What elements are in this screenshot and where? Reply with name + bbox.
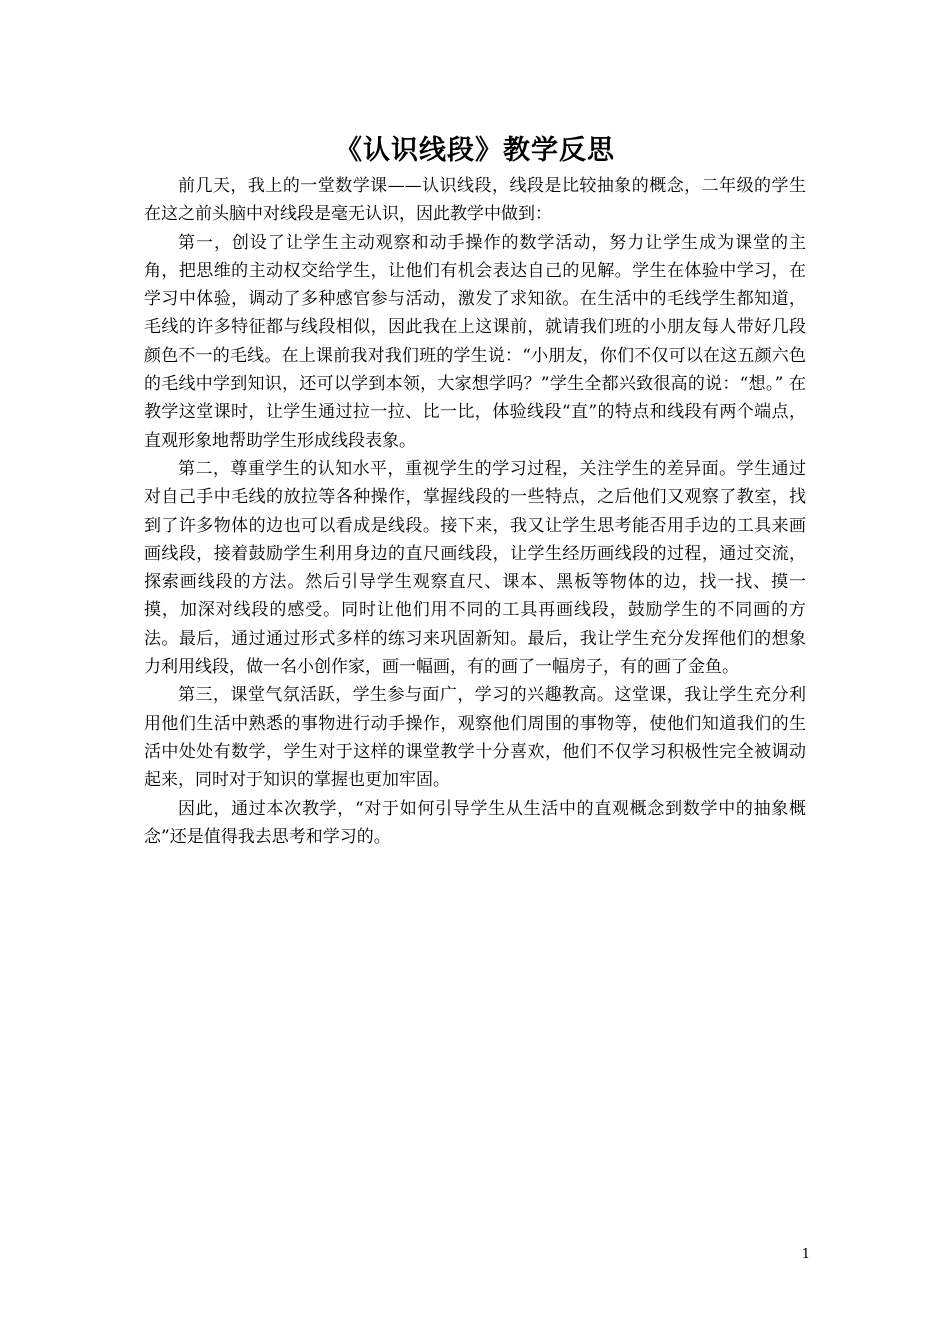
paragraph-conclusion: 因此，通过本次教学，“对于如何引导学生从生活中的直观概念到数学中的抽象概念”还是值得我去思考和学习的。 <box>144 798 806 847</box>
paragraph-intro: 前几天，我上的一堂数学课——认识线段，线段是比较抽象的概念，二年级的学生在这之前头脑中对线段是毫无认识，因此教学中做到： <box>144 176 806 225</box>
document-title: 《认识线段》教学反思 <box>335 135 615 166</box>
paragraph-first-point: 第一，创设了让学生主动观察和动手操作的数学活动，努力让学生成为课堂的主角，把思维的主动权交给学生，让他们有机会表达自己的见解。学生在体验中学习，在学习中体验，调动了多种感官参与活动，激发了求知欲。在生活中的毛线学生都知道，毛线的许多特征都与线段相似，因此我在上这课前，就请我们班的小朋友每人带好几段颜色不一的毛线。在上课前我对我们班的学生说：“小朋友，你们不仅可以在这五颜六色的毛线中学到知识，还可以学到本领，大家想学吗？”学生全都兴致很高的说：“想。” 在教学这堂课时，让学生通过拉一拉、比一比，体验线段“直”的特点和线段有两个端点，直观形象地帮助学生形成线段表象。 <box>144 232 806 451</box>
paragraph-second-point: 第二，尊重学生的认知水平，重视学生的学习过程，关注学生的差异面。学生通过对自己手中毛线的放拉等各种操作，掌握线段的一些特点，之后他们又观察了教室，找到了许多物体的边也可以看成是线段。接下来，我又让学生思考能否用手边的工具来画画线段，接着鼓励学生利用身边的直尺画线段，让学生经历画线段的过程，通过交流，探索画线段的方法。然后引导学生观察直尺、课本、黑板等物体的边，找一找、摸一摸，加深对线段的感受。同时让他们用不同的工具再画线段，鼓励学生的不同画的方法。最后，通过通过形式多样的练习来巩固新知。最后，我让学生充分发挥他们的想象力利用线段，做一名小创作家，画一幅画，有的画了一幅房子，有的画了金鱼。 <box>144 458 806 678</box>
paragraph-third-point: 第三，课堂气氛活跃，学生参与面广，学习的兴趣教高。这堂课，我让学生充分利用他们生活中熟悉的事物进行动手操作，观察他们周围的事物等，使他们知道我们的生活中处处有数学，学生对于这样的课堂教学十分喜欢，他们不仅学习积极性完全被调动起来，同时对于知识的掌握也更加牢固。 <box>144 685 806 791</box>
page-number: 1 <box>801 1247 810 1262</box>
document-body <box>144 172 806 851</box>
